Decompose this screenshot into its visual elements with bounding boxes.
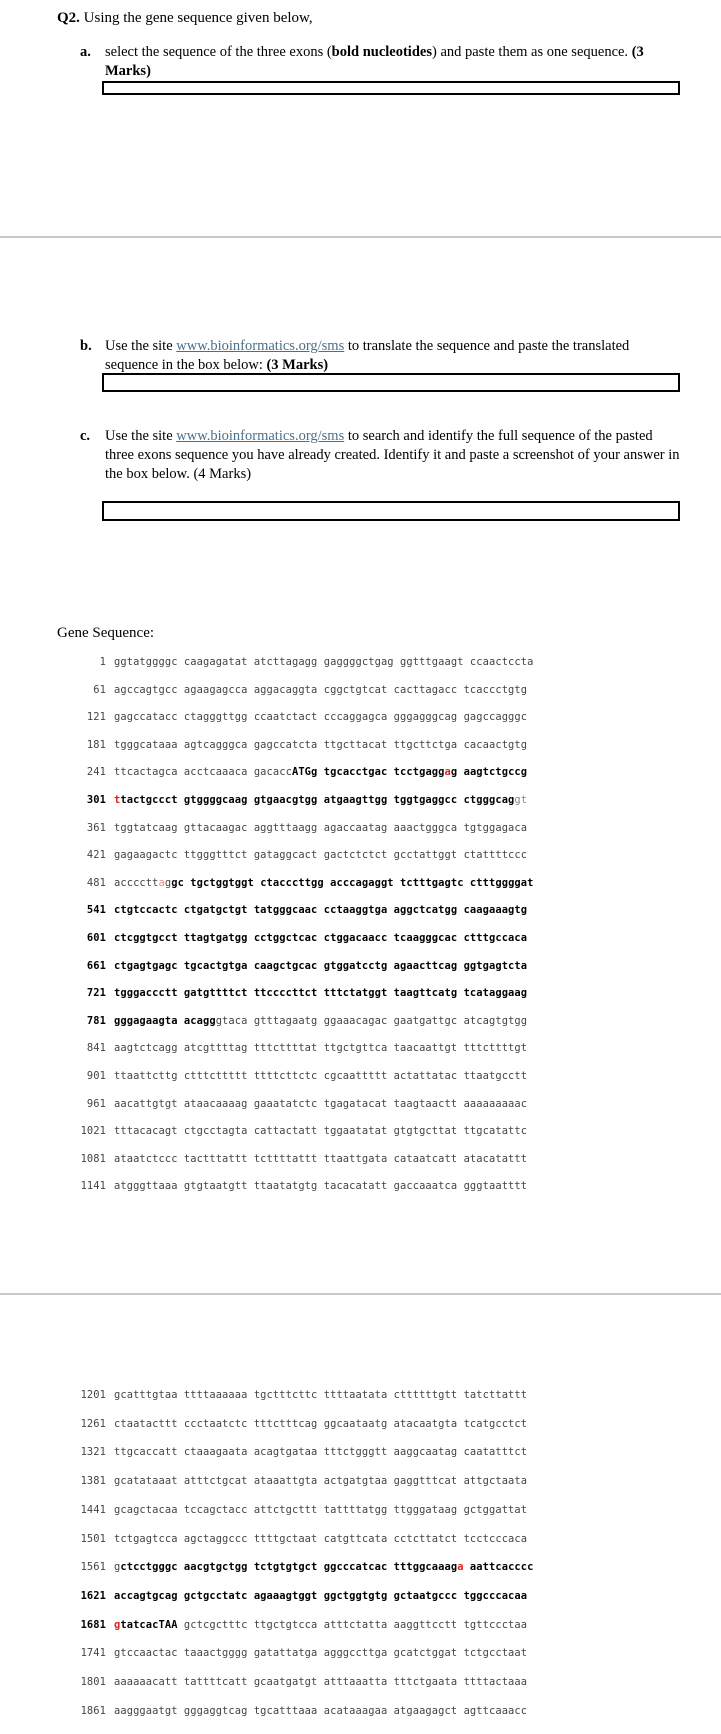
sequence-position: 961 (86, 1097, 106, 1110)
sequence-position: 1321 (80, 1446, 106, 1459)
sequence-line (68, 1446, 527, 1458)
sequence-position: 901 (86, 1070, 106, 1082)
sequence-line (68, 849, 527, 861)
sequence-line (68, 1647, 527, 1659)
sequence-segment: g (114, 1618, 121, 1631)
sequence-position: 1 (99, 656, 106, 668)
sequence-position: 1681 (80, 1618, 106, 1631)
sequence-segment: accagtgcag gctgcctatc agaaagtggt ggctggtgtg gctaatgccc tggcccacaa (114, 1589, 528, 1602)
sequence-position: 841 (86, 1042, 106, 1055)
sequence-segment: tctgagtcca agctaggccc ttttgctaat catgttcata cctcttatct tcctcccaca (114, 1532, 528, 1545)
sequence-segment: gggagaagta acagg (114, 1014, 216, 1027)
part-b-text (105, 337, 685, 375)
sequence-line (68, 1705, 527, 1717)
part-c-letter: c. (80, 428, 91, 444)
part-c (80, 427, 700, 487)
part-c-text-2: to search and identify the full sequence of the pasted three exons sequence you have already created. Identify it and paste a screenshot of your answer in the box below. (4 Marks) (105, 428, 680, 482)
sequence-line (68, 766, 527, 778)
sequence-line (68, 1504, 527, 1516)
sequence-line (68, 960, 527, 972)
part-b-letter: b. (80, 338, 92, 354)
sequence-line (68, 711, 527, 723)
sequence-line (68, 1475, 527, 1487)
sequence-position: 1141 (80, 1180, 106, 1193)
sequence-position: 1081 (80, 1152, 106, 1165)
sequence-line (68, 656, 533, 668)
sequence-segment: ctcggtgcct ttagtgatgg cctggctcac ctggacaacc tcaagggcac ctttgccaca (114, 932, 528, 944)
part-a-text-2: ) and paste them as one sequence. (431, 44, 632, 60)
sequence-position: 1021 (80, 1125, 106, 1138)
sequence-segment: gagccatacc ctagggttgg ccaatctact cccaggagca gggagggcag gagccagggc (114, 711, 528, 724)
sequence-position: 241 (86, 766, 106, 779)
part-c-text (105, 427, 685, 484)
sequence-position: 361 (86, 821, 106, 834)
sequence-segment: aacattgtgt ataacaaaag gaaatatctc tgagatacat taagtaactt aaaaaaaaac (114, 1097, 528, 1110)
answer-box-b[interactable] (102, 373, 680, 392)
sequence-segment: ctaatacttt ccctaatctc tttctttcag ggcaataatg atacaatgta tcatgcctct (114, 1417, 528, 1430)
sequence-segment: ctgtccactc ctgatgctgt tatgggcaac cctaaggtga aggctcatgg caagaaagtg (114, 904, 528, 917)
sequence-line (68, 1590, 527, 1602)
sequence-segment: tggtatcaag gttacaagac aggtttaagg agaccaatag aaactgggca tgtggagaca (114, 821, 528, 834)
sequence-segment: gctcgctttc ttgctgtcca atttctatta aaggttcctt tgttccctaa (177, 1618, 528, 1631)
sequence-segment: g (164, 876, 172, 889)
sequence-line (68, 1418, 527, 1430)
part-a (80, 43, 700, 83)
sequence-line (68, 1561, 534, 1573)
sequence-line (68, 739, 527, 751)
sequence-segment: gagaagactc ttgggtttct gataggcact gactctctct gcctattggt ctattttccc (114, 849, 528, 862)
sequence-segment: gcatataaat atttctgcat ataaattgta actgatgtaa gaggtttcat attgctaata (114, 1475, 528, 1488)
sequence-line (68, 822, 527, 834)
sequence-position: 781 (86, 1014, 106, 1027)
sequence-position: 1501 (80, 1532, 106, 1545)
sequence-position: 1741 (80, 1647, 106, 1660)
sequence-segment: a (444, 766, 451, 779)
sequence-segment: ttgcaccatt ctaaagaata acagtgataa tttctgggtt aaggcaatag caatatttct (114, 1446, 528, 1459)
sequence-position: 1621 (80, 1589, 106, 1602)
page-break (0, 236, 721, 238)
sequence-segment: gcatttgtaa ttttaaaaaa tgctttcttc ttttaatata cttttttgtt tatcttattt (114, 1389, 528, 1401)
sequence-line (68, 1098, 527, 1110)
sequence-position: 1561 (80, 1561, 106, 1574)
sequence-segment: tgggaccctt gatgttttct ttccccttct tttctatggt taagttcatg tcataggaag (114, 987, 528, 1000)
sequence-segment: gt (514, 794, 528, 806)
sequence-line (68, 1619, 527, 1631)
sequence-segment: gcagctacaa tccagctacc attctgcttt tattttatgg ttgggataag gctggattat (114, 1503, 528, 1516)
sequence-segment: ttaattcttg ctttcttttt ttttcttctc cgcaattttt actattatac ttaatgcctt (114, 1070, 528, 1082)
sequence-line (68, 1676, 527, 1688)
sequence-line (68, 794, 527, 806)
bioinformatics-link[interactable]: www.bioinformatics.org/sms (176, 428, 345, 444)
answer-box-c[interactable] (102, 501, 680, 521)
part-b-text-2: to translate the sequence and paste the translated sequence in the box below: (105, 338, 630, 373)
sequence-segment: tttacacagt ctgcctagta cattactatt tggaatatat gtgtgcttat ttgcatattc (114, 1125, 528, 1138)
sequence-position: 1441 (80, 1503, 106, 1516)
sequence-segment: ggtatggggc caagagatat atcttagagg gaggggctgag ggtttgaagt ccaactccta (114, 656, 534, 668)
answer-box-a[interactable] (102, 81, 680, 95)
sequence-segment: aattcacccc (463, 1561, 534, 1574)
sequence-position: 1861 (80, 1704, 106, 1717)
sequence-line (68, 684, 527, 696)
sequence-position: 61 (93, 683, 106, 696)
sequence-line (68, 1533, 527, 1545)
sequence-segment: a (158, 876, 165, 889)
sequence-position: 721 (86, 987, 106, 1000)
sequence-position: 1801 (80, 1676, 106, 1688)
sequence-segment: a (457, 1561, 464, 1574)
sequence-segment: g aagtctgccg (450, 766, 528, 779)
sequence-segment: g (114, 1561, 121, 1574)
sequence-line (68, 1180, 527, 1192)
sequence-segment: tgggcataaa agtcagggca gagccatcta ttgcttacat ttgcttctga cacaactgtg (114, 738, 528, 751)
sequence-position: 661 (86, 959, 106, 972)
part-b-text-1: Use the site (105, 338, 177, 354)
sequence-segment: atgggttaaa gtgtaatgtt ttaatatgtg tacacatatt gaccaaatca gggtaatttt (114, 1180, 528, 1193)
sequence-segment: gtaca gtttagaatg ggaaacagac gaatgattgc atcagtgtgg (215, 1014, 528, 1027)
part-b-marks: (3 Marks) (266, 357, 329, 373)
sequence-segment: aagggaatgt gggaggtcag tgcatttaaa acataaagaa atgaagagct agttcaaacc (114, 1704, 528, 1717)
sequence-line (68, 1042, 527, 1054)
question-title (57, 10, 313, 27)
bioinformatics-link[interactable]: www.bioinformatics.org/sms (176, 338, 345, 354)
sequence-line (68, 1153, 527, 1165)
page-break (0, 1293, 721, 1295)
part-a-marks: (3 Marks) (105, 44, 644, 79)
sequence-position: 481 (86, 876, 106, 889)
question-number: Q2. (57, 10, 80, 26)
sequence-position: 541 (86, 904, 106, 917)
sequence-position: 1201 (80, 1389, 106, 1401)
sequence-segment: ctcctgggc aacgtgctgg tctgtgtgct ggcccatcac tttggcaaag (120, 1561, 458, 1574)
gene-sequence-label: Gene Sequence: (57, 625, 155, 641)
sequence-line (68, 877, 534, 889)
sequence-line (68, 904, 527, 916)
sequence-position: 121 (86, 711, 106, 724)
sequence-position: 301 (86, 794, 106, 806)
sequence-segment: ataatctccc tactttattt tcttttattt ttaattgata cataatcatt atacatattt (114, 1152, 528, 1165)
sequence-segment: aagtctcagg atcgttttag tttcttttat ttgctgttca taacaattgt tttcttttgt (114, 1042, 528, 1055)
question-text: Using the gene sequence given below, (79, 10, 313, 26)
sequence-position: 601 (86, 932, 106, 944)
sequence-segment: tatcacTAA (120, 1618, 178, 1631)
part-a-letter: a. (80, 44, 91, 60)
sequence-segment: ATGg tgcacctgac tcctgagg (291, 766, 445, 779)
sequence-position: 181 (86, 738, 106, 751)
sequence-segment: acccctt (114, 876, 159, 889)
sequence-line (68, 1015, 527, 1027)
sequence-line (68, 1389, 527, 1401)
sequence-segment: agccagtgcc agaagagcca aggacaggta cggctgtcat cacttagacc tcaccctgtg (114, 683, 528, 696)
sequence-line (68, 987, 527, 999)
sequence-position: 1381 (80, 1475, 106, 1488)
sequence-segment: aaaaaacatt tattttcatt gcaatgatgt atttaaatta tttctgaata ttttactaaa (114, 1676, 528, 1688)
part-a-bold: bold nucleotides (331, 44, 432, 60)
sequence-line (68, 932, 527, 944)
part-a-text (105, 43, 685, 81)
sequence-segment: gtccaactac taaactgggg gatattatga agggccttga gcatctggat tctgcctaat (114, 1647, 528, 1660)
sequence-segment: gc tgctggtggt ctacccttgg acccagaggt tctttgagtc ctttggggat (171, 876, 534, 889)
sequence-position: 421 (86, 849, 106, 862)
sequence-segment: tactgccct gtggggcaag gtgaacgtgg atgaagttgg tggtgaggcc ctgggcag (120, 794, 515, 806)
sequence-line (68, 1070, 527, 1082)
sequence-line (68, 1125, 527, 1137)
part-b (80, 337, 700, 377)
sequence-segment: t (114, 794, 121, 806)
sequence-position: 1261 (80, 1417, 106, 1430)
sequence-segment: ctgagtgagc tgcactgtga caagctgcac gtggatcctg agaacttcag ggtgagtcta (114, 959, 528, 972)
part-c-text-1: Use the site (105, 428, 177, 444)
part-a-text-1: select the sequence of the three exons ( (105, 44, 332, 60)
sequence-segment: ttcactagca acctcaaaca gacacc (114, 766, 292, 779)
